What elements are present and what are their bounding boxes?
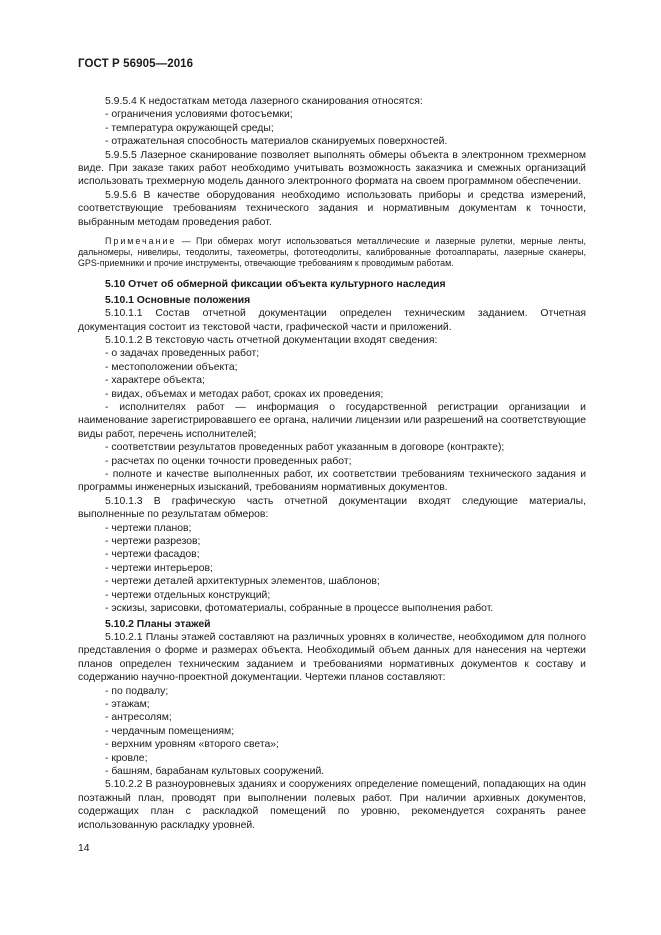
list-item: - чертежи фасадов; (105, 549, 200, 561)
paragraph-51022: 5.10.2.2 В разноуровневых зданиях и сооружениях определение помещений, попадающих на один поэтажный план, проводят при выполнении полевых работ. При наличии архивных документов, содержащих план с раскладкой помещений по уровню, рекомендуется сохранять ранее использованную раскладку уровней. (78, 779, 586, 831)
paragraph-51012-intro: 5.10.1.2 В текстовую часть отчетной документации входят сведения: (105, 334, 438, 346)
list-item: - кровле; (105, 752, 148, 764)
paragraph-5954-intro: 5.9.5.4 К недостаткам метода лазерного сканирования относятся: (105, 96, 423, 107)
section-heading-510: 5.10 Отчет об обмерной фиксации объекта культурного наследия (105, 279, 446, 291)
subsection-heading-5102: 5.10.2 Планы этажей (105, 618, 211, 630)
list-item: - этажам; (105, 698, 150, 710)
list-item: - чертежи отдельных конструкций; (105, 589, 271, 601)
list-item: - характере объекта; (105, 375, 205, 387)
list-item: - температура окружающей среды; (105, 122, 274, 134)
paragraph-51013-intro: 5.10.1.3 В графическую часть отчетной документации входят следующие материалы, выполненные по результатам обмеров: (78, 495, 586, 521)
paragraph-51011: 5.10.1.1 Состав отчетной документации определен техническим заданием. Отчетная документация состоит из текстовой части, графической части и приложений. (78, 308, 586, 333)
list-item: - отражательная способность материалов сканируемых поверхностей. (105, 136, 448, 148)
note-text: — При обмерах могут использоваться металлические и лазерные рулетки, мерные ленты, дальномеры, нивелиры, теодолиты, тахеометры, фототеодолиты, калиброванные фотоаппараты, лазерные сканеры, GPS-приемники и прочие инструменты, отвечающие требованиям к проводимым работам. (78, 236, 586, 269)
list-item: - чертежи планов; (105, 522, 192, 534)
list-item: - местоположении объекта; (105, 361, 238, 373)
list-item: - расчетах по оценки точности проведенных работ; (105, 455, 352, 467)
document-header: ГОСТ Р 56905—2016 (78, 58, 194, 70)
note-label: Примечание (105, 236, 177, 247)
list-item: - по подвалу; (105, 685, 169, 697)
list-item: - о задачах проведенных работ; (105, 348, 260, 360)
page-body (78, 95, 586, 832)
note (78, 236, 586, 269)
list-item: - верхним уровням «второго света»; (105, 739, 279, 751)
list-item: - чертежи разрезов; (105, 536, 201, 548)
list-item: - соответствии результатов проведенных работ указанным в договоре (контракте); (105, 442, 505, 454)
list-item: - эскизы, зарисовки, фотоматериалы, собранные в процессе выполнения работ. (105, 603, 494, 615)
list-item: - чердачным помещениям; (105, 725, 235, 737)
list-item: - антресолям; (105, 712, 172, 724)
list-item-quality: - полноте и качестве выполненных работ, их соответствии требованиям технического задания и программы инженерных изысканий, требованиям нормативных документов. (78, 469, 586, 494)
list-item-executors: - исполнителях работ — информация о государственной регистрации организации и наименование зарегистрировавшего ее органа, наличии лицензии или разрешений на соответствующие виды работ, перечень исполнителей; (78, 402, 586, 440)
paragraph-5955: 5.9.5.5 Лазерное сканирование позволяет выполнять обмеры объекта в электронном трехмерном виде. При заказе таких работ необходимо учитывать возможность заказчика и смежных организаций использовать трехмерную модель данного электронного формата на своем программном обеспечении. (78, 149, 586, 188)
list-item: - ограничения условиями фотосъемки; (105, 109, 293, 121)
page-number: 14 (78, 843, 90, 854)
paragraph-51021-intro: 5.10.2.1 Планы этажей составляют на различных уровнях в количестве, необходимом для полного представления о форме и размерах объекта. Необходимый объем данных для нанесения на чертежи планов определен техническим заданием и требованиями нормативных документов к составу и содержанию научно-проектной документации. Чертежи планов составляют: (78, 631, 586, 684)
list-item: - видах, объемах и методах работ, сроках их проведения; (105, 388, 384, 400)
list-item: - башням, барабанам культовых сооружений. (105, 765, 325, 777)
paragraph-5956: 5.9.5.6 В качестве оборудования необходимо использовать приборы и средства измерений, соответствующие требованиям технического задания и нормативным документам к точности, выбранным методам проведения работ. (78, 189, 586, 228)
list-item: - чертежи деталей архитектурных элементов, шаблонов; (105, 576, 380, 588)
list-item: - чертежи интерьеров; (105, 562, 213, 574)
subsection-heading-5101: 5.10.1 Основные положения (105, 294, 251, 306)
